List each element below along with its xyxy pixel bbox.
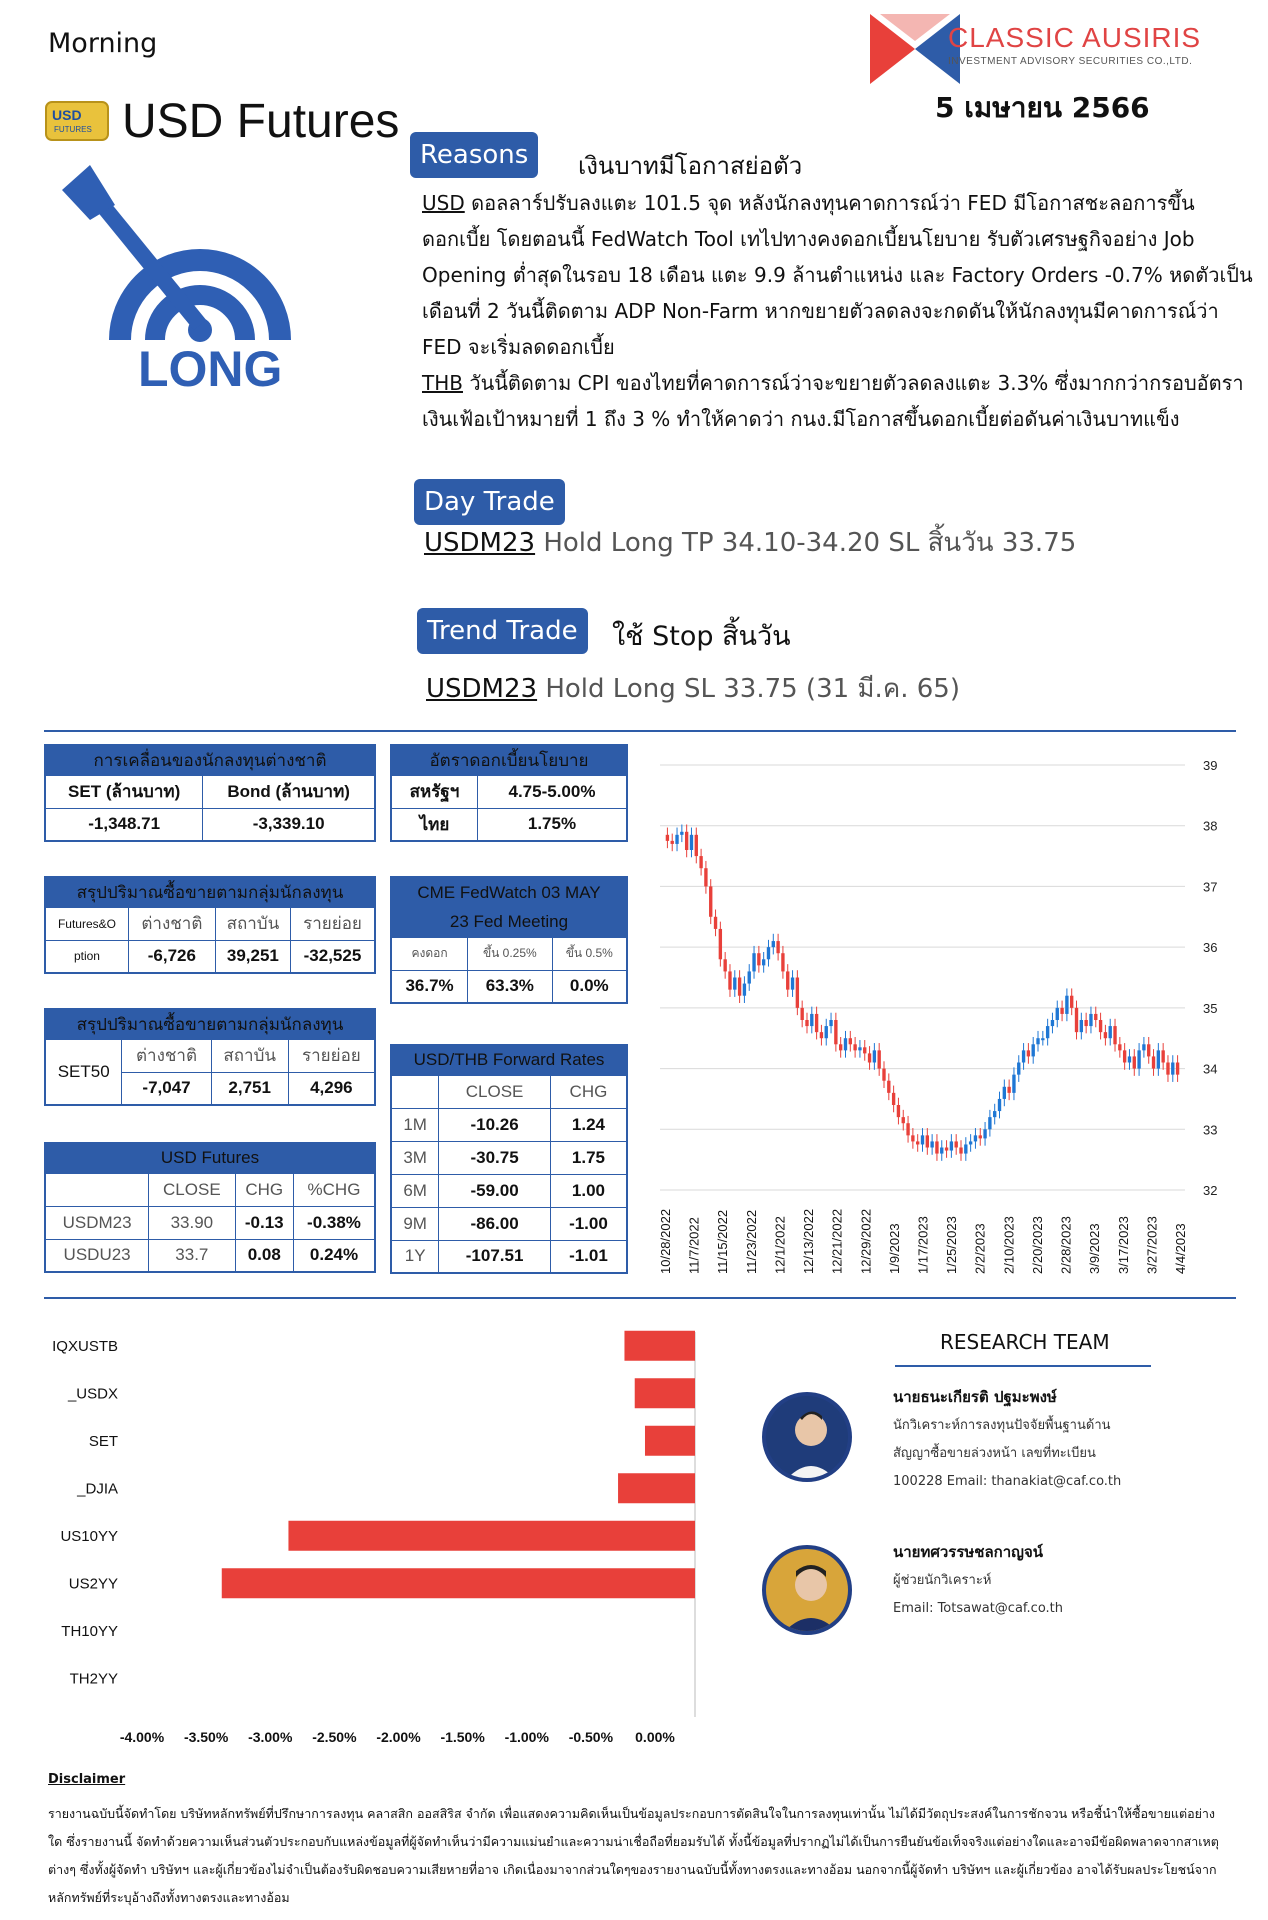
candle-body bbox=[796, 978, 799, 1008]
table-row: 9M -86.00 -1.00 bbox=[391, 1207, 627, 1240]
candle-body bbox=[762, 959, 765, 965]
candle-body bbox=[671, 841, 674, 844]
candle-body bbox=[1084, 1020, 1087, 1026]
thb-label: THB bbox=[422, 371, 463, 395]
candle-body bbox=[1147, 1044, 1150, 1056]
bar bbox=[288, 1521, 695, 1551]
set50-summary-table: สรุปปริมาณซื้อขายตามกลุ่มนักลงทุน SET50 ต่างชาติ สถาบัน รายย่อย -7,047 2,751 4,296 bbox=[44, 1008, 376, 1106]
category-label: IQXUSTB bbox=[52, 1337, 118, 1355]
candle-body bbox=[998, 1099, 1001, 1111]
candle-body bbox=[781, 953, 784, 971]
candle-body bbox=[1046, 1026, 1049, 1038]
candle-body bbox=[834, 1020, 837, 1044]
candle-body bbox=[723, 959, 726, 971]
trend-trade-headline: ใช้ Stop สิ้นวัน bbox=[612, 621, 791, 652]
bar bbox=[635, 1378, 695, 1408]
category-label: _DJIA bbox=[77, 1480, 118, 1498]
candle-body bbox=[1109, 1026, 1112, 1038]
candle-body bbox=[810, 1014, 813, 1026]
candle-body bbox=[887, 1081, 890, 1093]
candle-body bbox=[858, 1047, 861, 1050]
divider bbox=[44, 1297, 1236, 1299]
candle-body bbox=[955, 1141, 958, 1147]
avatar bbox=[762, 1545, 852, 1635]
candle-body bbox=[757, 953, 760, 965]
candle-body bbox=[1080, 1020, 1083, 1032]
x-tick-label: 12/13/2022 bbox=[801, 1208, 817, 1274]
candle-body bbox=[704, 868, 707, 886]
candle-body bbox=[815, 1014, 818, 1032]
day-trade-line: USDM23 Hold Long TP 34.10-34.20 SL สิ้นวัน 33.75 bbox=[424, 528, 1077, 558]
x-tick-label: -1.00% bbox=[504, 1729, 549, 1745]
category-label: US2YY bbox=[68, 1575, 118, 1593]
divider bbox=[895, 1365, 1151, 1367]
candle-body bbox=[800, 1008, 803, 1020]
forward-rates-table: USD/THB Forward Rates CLOSE CHG 1M -10.26 1.24 3M -30.75 1.75 6M -59.00 1.00 9M -86.00 -1.00 1Y -107.51 -1.01 bbox=[390, 1044, 628, 1274]
signal-long: LONG bbox=[138, 341, 283, 397]
candle-body bbox=[1017, 1063, 1020, 1075]
candle-body bbox=[738, 978, 741, 996]
candle-body bbox=[979, 1135, 982, 1138]
candle-body bbox=[719, 929, 722, 959]
policy-rate-table: อัตราดอกเบี้ยนโยบาย สหรัฐฯ 4.75-5.00% ไทย 1.75% bbox=[390, 744, 628, 842]
candle-body bbox=[829, 1020, 832, 1026]
table-row: USDU23 33.7 0.08 0.24% bbox=[45, 1239, 375, 1272]
candle-body bbox=[916, 1141, 919, 1144]
category-label: TH2YY bbox=[69, 1670, 118, 1688]
candle-body bbox=[1113, 1026, 1116, 1044]
x-tick-label: 1/17/2023 bbox=[915, 1216, 931, 1274]
x-tick-label: 2/28/2023 bbox=[1058, 1216, 1074, 1274]
candle-body bbox=[1065, 996, 1068, 1014]
trend-trade-tag: Trend Trade bbox=[417, 608, 588, 654]
candle-body bbox=[685, 832, 688, 850]
day-trade-tag: Day Trade bbox=[414, 479, 565, 525]
y-tick-label: 39 bbox=[1203, 758, 1218, 773]
candle-body bbox=[791, 978, 794, 990]
y-tick-label: 35 bbox=[1203, 1000, 1218, 1016]
candle-body bbox=[983, 1129, 986, 1138]
y-tick-label: 34 bbox=[1203, 1061, 1218, 1077]
candle-body bbox=[1075, 1008, 1078, 1032]
x-tick-label: 3/9/2023 bbox=[1087, 1223, 1103, 1274]
y-tick-label: 38 bbox=[1203, 818, 1218, 834]
candle-body bbox=[959, 1148, 962, 1154]
candle-body bbox=[1060, 1008, 1063, 1014]
bar bbox=[222, 1568, 695, 1598]
candle-body bbox=[776, 941, 779, 953]
candle-body bbox=[969, 1141, 972, 1144]
report-date: 5 เมษายน 2566 bbox=[935, 91, 1150, 124]
divider bbox=[44, 730, 1236, 732]
candle-body bbox=[675, 835, 678, 844]
page-title: USD Futures bbox=[122, 95, 400, 148]
candle-body bbox=[873, 1050, 876, 1062]
candle-body bbox=[882, 1069, 885, 1081]
candle-body bbox=[935, 1141, 938, 1153]
table-row: USDM23 33.90 -0.13 -0.38% bbox=[45, 1206, 375, 1239]
table-row: 1M -10.26 1.24 bbox=[391, 1108, 627, 1141]
x-tick-label: 2/10/2023 bbox=[1001, 1216, 1017, 1274]
candle-body bbox=[926, 1135, 929, 1147]
candle-body bbox=[1041, 1038, 1044, 1040]
candle-body bbox=[1089, 1014, 1092, 1026]
x-tick-label: -0.50% bbox=[568, 1729, 614, 1745]
report-session: Morning bbox=[48, 28, 158, 59]
x-tick-label: 3/17/2023 bbox=[1115, 1216, 1131, 1274]
candle-body bbox=[680, 832, 683, 835]
x-tick-label: 12/1/2022 bbox=[772, 1216, 788, 1274]
candle-body bbox=[1012, 1075, 1015, 1093]
disclaimer-title: Disclaimer bbox=[48, 1772, 126, 1787]
candle-body bbox=[1056, 1008, 1059, 1020]
candle-body bbox=[911, 1135, 914, 1141]
candle-body bbox=[921, 1135, 924, 1144]
x-tick-label: 11/23/2022 bbox=[743, 1209, 759, 1274]
x-tick-label: 12/29/2022 bbox=[858, 1208, 874, 1274]
candle-body bbox=[786, 971, 789, 989]
usd-label: USD bbox=[422, 191, 465, 215]
x-tick-label: 3/27/2023 bbox=[1144, 1216, 1160, 1274]
assistant-name: นายทศวรรษชลกาญจน์ bbox=[893, 1543, 1043, 1561]
x-tick-label: 11/7/2022 bbox=[686, 1217, 702, 1274]
candle-body bbox=[666, 835, 669, 841]
candle-body bbox=[772, 941, 775, 947]
candle-body bbox=[1104, 1032, 1107, 1038]
category-label: _USDX bbox=[67, 1385, 118, 1403]
table-row: 6M -59.00 1.00 bbox=[391, 1174, 627, 1207]
candle-body bbox=[1142, 1044, 1145, 1050]
candle-body bbox=[805, 1020, 808, 1026]
usdthb-candlestick-chart bbox=[640, 745, 1240, 1305]
foreign-flow-table: การเคลื่อนของนักลงทุนต่างชาติ SET (ล้านบาท) Bond (ล้านบาท) -1,348.71 -3,339.10 bbox=[44, 744, 376, 842]
reasons-headline: เงินบาทมีโอกาสย่อตัว bbox=[578, 152, 803, 180]
candle-body bbox=[695, 835, 698, 856]
candle-body bbox=[748, 971, 751, 983]
x-tick-label: 11/15/2022 bbox=[715, 1209, 731, 1274]
candle-body bbox=[1007, 1087, 1010, 1093]
candle-body bbox=[849, 1038, 852, 1044]
brand-name: CLASSIC AUSIRIS bbox=[948, 22, 1202, 53]
candle-body bbox=[988, 1117, 991, 1129]
candle-body bbox=[950, 1141, 953, 1150]
category-label: SET bbox=[88, 1432, 118, 1450]
candle-body bbox=[863, 1047, 866, 1053]
x-tick-label: -3.50% bbox=[183, 1729, 229, 1745]
candle-body bbox=[1027, 1050, 1030, 1056]
candle-body bbox=[1161, 1050, 1164, 1062]
x-tick-label: 12/21/2022 bbox=[829, 1208, 845, 1274]
candle-body bbox=[1003, 1087, 1006, 1099]
candle-body bbox=[1032, 1044, 1035, 1056]
candle-body bbox=[1166, 1063, 1169, 1075]
candle-body bbox=[743, 984, 746, 996]
y-tick-label: 32 bbox=[1203, 1183, 1218, 1198]
candle-body bbox=[1137, 1050, 1140, 1068]
candle-body bbox=[767, 947, 770, 959]
analyst-info: นักวิเคราะห์การลงทุนปัจจัยพื้นฐานด้าน สัญญาซื้อขายล่วงหน้า เลขที่ทะเบียน 100228 Email: thanakiat@caf.co.th bbox=[893, 1418, 1122, 1489]
avatar bbox=[762, 1392, 852, 1482]
x-tick-label: -3.00% bbox=[248, 1729, 293, 1745]
candle-body bbox=[1118, 1044, 1121, 1050]
candle-body bbox=[1022, 1050, 1025, 1062]
x-tick-label: -4.00% bbox=[119, 1729, 165, 1745]
candle-body bbox=[877, 1050, 880, 1068]
svg-text:USD: USD bbox=[52, 107, 82, 123]
analyst-name: นายธนะเกียรติ ปฐมะพงษ์ bbox=[893, 1388, 1057, 1406]
usd-paragraph: USD ดอลลาร์ปรับลงแตะ 101.5 จุด หลังนักลงทุนคาดการณ์ว่า FED มีโอกาสชะลอการขึ้นดอกเบี้ย โดยตอนนี้ FedWatch Tool เทไปทางคงดอกเบี้ยนโยบาย รับตัวเศรษฐกิจอย่าง Job Opening ต่ำสุดในรอบ 18 เดือน แตะ 9.9 ล้านตำแหน่ง และ Factory Orders -0.7% หดตัวเป็นเดือนที่ 2 วันนี้ติดตาม ADP Non-Farm หากขยายตัวลดลงจะกดดันให้นักลงทุนมีคาดการณ์ว่า FED จะเริ่มลดดอกเบี้ย bbox=[422, 191, 1253, 359]
y-tick-label: 33 bbox=[1203, 1122, 1218, 1138]
x-tick-label: 1/25/2023 bbox=[944, 1216, 960, 1274]
reasons-tag: Reasons bbox=[410, 132, 538, 178]
research-team-title: RESEARCH TEAM bbox=[940, 1330, 1110, 1354]
fedwatch-table: CME FedWatch 03 MAY 23 Fed Meeting คงดอก ขึ้น 0.25% ขึ้น 0.5% 36.7% 63.3% 0.0% bbox=[390, 876, 628, 1004]
x-tick-label: 1/9/2023 bbox=[886, 1223, 902, 1274]
candle-body bbox=[699, 856, 702, 868]
candle-body bbox=[964, 1144, 967, 1153]
thb-paragraph: THB วันนี้ติดตาม CPI ของไทยที่คาดการณ์ว่าจะขยายตัวลดลงแตะ 3.3% ซึ่งมากกว่ากรอบอัตราเงินเฟ้อเป้าหมายที่ 1 ถึง 3 % ทำให้คาดว่า กนง.มีโอกาสขึ้นดอกเบี้ยต่อดันค่าเงินบาทแข็ง bbox=[422, 371, 1244, 431]
candle-body bbox=[897, 1105, 900, 1117]
brand-subtitle: INVESTMENT ADVISORY SECURITIES CO.,LTD. bbox=[948, 56, 1193, 67]
candle-body bbox=[868, 1053, 871, 1062]
x-tick-label: 2/20/2023 bbox=[1029, 1216, 1045, 1274]
candle-body bbox=[1152, 1056, 1155, 1068]
candle-body bbox=[1123, 1050, 1126, 1062]
disclaimer-text: รายงานฉบับนี้จัดทำโดย บริษัทหลักทรัพย์ที่ปรึกษาการลงทุน คลาสสิก ออสสิริส จำกัด เพื่อแสดงความคิดเห็นเป็นข้อมูลประกอบการตัดสินใจในการลงทุนเท่านั้น ไม่ได้มีวัตถุประสงค์ในการชักจวน หรือชี้นำให้ซื้อขายแต่อย่างใด ซึ่งรายงานนี้ จัดทำด้วยความเห็นส่วนตัวประกอบกับแหล่งข้อมูลที่ผู้จัดทำเห็นว่ามีความแม่นยำและความน่าเชื่อถือที่ยอมรับได้ ทั้งนี้ข้อมูลที่ปรากฏไม่ได้เป็นการยืนยันข้อเท็จจริงแต่อย่างใดและอาจมีข้อผิดพลาดจากสาเหตุต่างๆ ซึ่งทั้งผู้จัดทำ บริษัทฯ และผู้เกี่ยวข้องไม่จำเป็นต้องรับผิดชอบความเสียหายที่อาจ เกิดเนื่องมาจากส่วนใดๆของรายงานฉบับนี้ทั้งทางตรงและทางอ้อม นอกจากนี้ผู้จัดทำ บริษัทฯ และผู้เกี่ยวข้อง อาจได้รับผลประโยชน์จากหลักทรัพย์ที่ระบุอ้างถึงทั้งทางตรงและทางอ้อม bbox=[48, 1806, 1219, 1905]
candle-body bbox=[1157, 1050, 1160, 1068]
candle-body bbox=[1133, 1056, 1136, 1068]
candle-body bbox=[844, 1038, 847, 1050]
candle-body bbox=[892, 1093, 895, 1105]
candle-body bbox=[690, 835, 693, 850]
candle-body bbox=[820, 1032, 823, 1038]
candle-body bbox=[1051, 1020, 1054, 1026]
candle-body bbox=[945, 1148, 948, 1151]
x-tick-label: 0.00% bbox=[635, 1729, 675, 1745]
assistant-info: ผู้ช่วยนักวิเคราะห์ Email: Totsawat@caf.co.th bbox=[893, 1573, 1064, 1616]
candle-body bbox=[1176, 1063, 1179, 1075]
candle-body bbox=[974, 1135, 977, 1141]
candle-body bbox=[839, 1044, 842, 1050]
bar bbox=[645, 1426, 695, 1456]
usd-futures-table: USD Futures CLOSE CHG %CHG USDM23 33.90 -0.13 -0.38% USDU23 33.7 0.08 0.24% bbox=[44, 1142, 376, 1273]
x-tick-label: 10/28/2022 bbox=[658, 1208, 673, 1274]
usd-futures-logo bbox=[44, 98, 112, 144]
trend-trade-line: USDM23 Hold Long SL 33.75 (31 มี.ค. 65) bbox=[426, 674, 960, 704]
y-tick-label: 37 bbox=[1203, 879, 1218, 895]
x-tick-label: 4/4/2023 bbox=[1173, 1223, 1188, 1274]
x-tick-label: -1.50% bbox=[440, 1729, 485, 1745]
bar bbox=[618, 1473, 695, 1503]
candle-body bbox=[825, 1026, 828, 1038]
candle-body bbox=[733, 978, 736, 990]
category-label: TH10YY bbox=[61, 1622, 118, 1640]
market-change-bar-chart bbox=[40, 1320, 740, 1760]
candle-body bbox=[714, 917, 717, 929]
candle-body bbox=[1171, 1063, 1174, 1075]
candle-body bbox=[1094, 1014, 1097, 1020]
candle-body bbox=[1036, 1038, 1039, 1044]
table-row: 3M -30.75 1.75 bbox=[391, 1141, 627, 1174]
svg-text:FUTURES: FUTURES bbox=[54, 125, 92, 134]
x-tick-label: -2.00% bbox=[376, 1729, 421, 1745]
candle-body bbox=[853, 1044, 856, 1050]
candle-body bbox=[1128, 1056, 1131, 1062]
candle-body bbox=[752, 953, 755, 971]
candle-body bbox=[1070, 996, 1073, 1008]
candle-body bbox=[930, 1141, 933, 1147]
candle-body bbox=[902, 1117, 905, 1123]
table-row: 1Y -107.51 -1.01 bbox=[391, 1240, 627, 1273]
x-tick-label: 2/2/2023 bbox=[972, 1223, 988, 1274]
candle-body bbox=[1099, 1020, 1102, 1032]
company-logo-icon bbox=[870, 14, 960, 84]
candle-body bbox=[940, 1148, 943, 1154]
x-tick-label: -2.50% bbox=[312, 1729, 357, 1745]
candle-body bbox=[709, 886, 712, 916]
category-label: US10YY bbox=[60, 1527, 118, 1545]
candle-body bbox=[906, 1123, 909, 1135]
candle-body bbox=[993, 1111, 996, 1117]
futures-option-summary-table: สรุปปริมาณซื้อขายตามกลุ่มนักลงทุน Futures&O ต่างชาติ สถาบัน รายย่อย ption -6,726 39,251 -32,525 bbox=[44, 876, 376, 974]
y-tick-label: 36 bbox=[1203, 940, 1218, 956]
candle-body bbox=[728, 971, 731, 989]
bar bbox=[624, 1331, 695, 1361]
